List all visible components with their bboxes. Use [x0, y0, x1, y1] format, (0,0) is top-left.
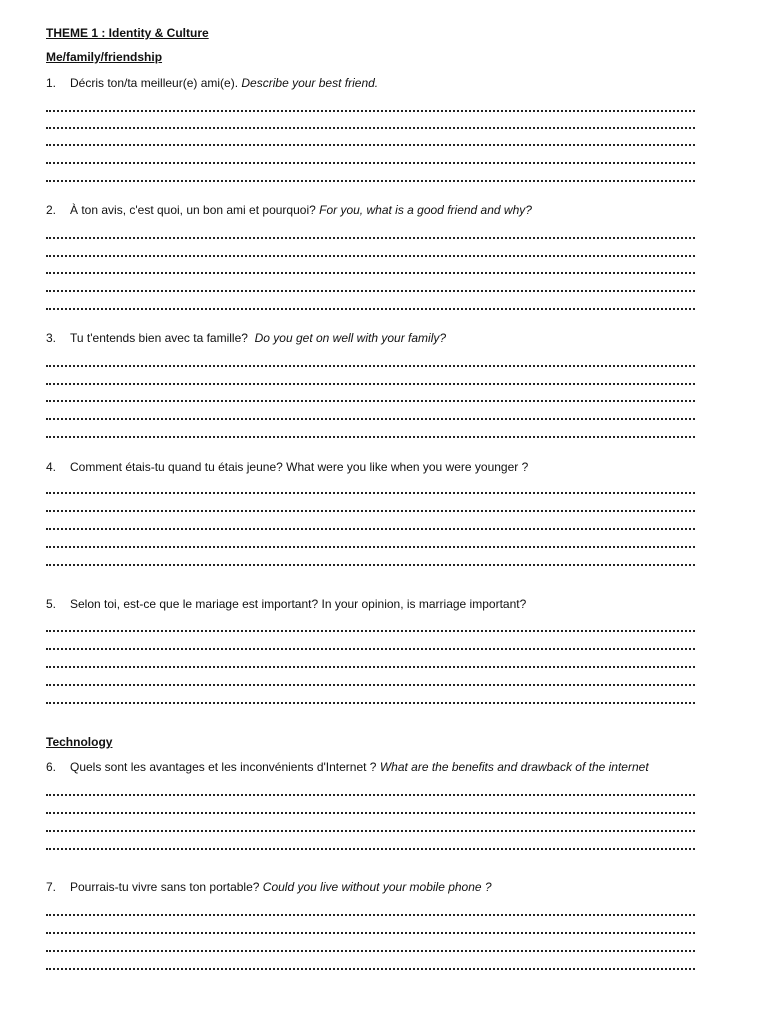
- question-english: In your opinion, is marriage important?: [321, 597, 527, 611]
- question-french: À ton avis, c'est quoi, un bon ami et pourquoi?: [70, 203, 316, 217]
- question-6: [46, 760, 649, 774]
- question-number: 6.: [46, 760, 57, 774]
- answer-line[interactable]: [46, 110, 695, 112]
- question-4: [46, 460, 528, 474]
- answer-line[interactable]: [46, 702, 695, 704]
- answer-line[interactable]: [46, 144, 695, 146]
- answer-line[interactable]: [46, 812, 695, 814]
- answer-line[interactable]: [46, 272, 695, 274]
- answer-line[interactable]: [46, 666, 695, 668]
- answer-line[interactable]: [46, 546, 695, 548]
- answer-line[interactable]: [46, 365, 695, 367]
- answer-line[interactable]: [46, 630, 695, 632]
- question-english: Describe your best friend.: [241, 76, 379, 90]
- answer-line[interactable]: [46, 383, 695, 385]
- question-french: Comment étais-tu quand tu étais jeune?: [70, 460, 283, 474]
- answer-line[interactable]: [46, 255, 695, 257]
- question-english: What are the benefits and drawback of the internet: [379, 760, 649, 774]
- answer-line[interactable]: [46, 436, 695, 438]
- section-title-family: Me/family/friendship: [46, 50, 163, 64]
- question-english: Could you live without your mobile phone ?: [262, 880, 492, 894]
- answer-line[interactable]: [46, 290, 695, 292]
- question-english: What were you like when you were younger ?: [286, 460, 529, 474]
- question-number: 3.: [46, 331, 57, 345]
- answer-line[interactable]: [46, 510, 695, 512]
- question-english: Do you get on well with your family?: [254, 331, 447, 345]
- question-french: Quels sont les avantages et les inconvénients d'Internet ?: [70, 760, 377, 774]
- answer-line[interactable]: [46, 180, 695, 182]
- question-number: 4.: [46, 460, 57, 474]
- answer-line[interactable]: [46, 648, 695, 650]
- answer-line[interactable]: [46, 127, 695, 129]
- answer-line[interactable]: [46, 932, 695, 934]
- answer-line[interactable]: [46, 848, 695, 850]
- answer-line[interactable]: [46, 684, 695, 686]
- answer-line[interactable]: [46, 308, 695, 310]
- question-7: [46, 880, 492, 894]
- question-number: 7.: [46, 880, 57, 894]
- answer-line[interactable]: [46, 830, 695, 832]
- answer-line[interactable]: [46, 418, 695, 420]
- answer-line[interactable]: [46, 564, 695, 566]
- question-number: 2.: [46, 203, 57, 217]
- section-title-technology: Technology: [46, 735, 113, 749]
- answer-line[interactable]: [46, 914, 695, 916]
- question-english: For you, what is a good friend and why?: [319, 203, 532, 217]
- question-number: 5.: [46, 597, 57, 611]
- answer-line[interactable]: [46, 794, 695, 796]
- theme-title: THEME 1 : Identity & Culture: [46, 26, 209, 40]
- answer-line[interactable]: [46, 528, 695, 530]
- answer-line[interactable]: [46, 237, 695, 239]
- answer-line[interactable]: [46, 492, 695, 494]
- question-5: [46, 597, 526, 611]
- answer-line[interactable]: [46, 968, 695, 970]
- question-french: Selon toi, est-ce que le mariage est important?: [70, 597, 319, 611]
- question-french: Décris ton/ta meilleur(e) ami(e).: [70, 76, 239, 90]
- answer-line[interactable]: [46, 400, 695, 402]
- question-number: 1.: [46, 76, 57, 90]
- answer-line[interactable]: [46, 950, 695, 952]
- question-2: [46, 203, 532, 217]
- answer-line[interactable]: [46, 162, 695, 164]
- question-french: Pourrais-tu vivre sans ton portable?: [70, 880, 260, 894]
- question-1: [46, 76, 378, 90]
- question-3: [46, 331, 446, 345]
- question-french: Tu t'entends bien avec ta famille?: [70, 331, 248, 345]
